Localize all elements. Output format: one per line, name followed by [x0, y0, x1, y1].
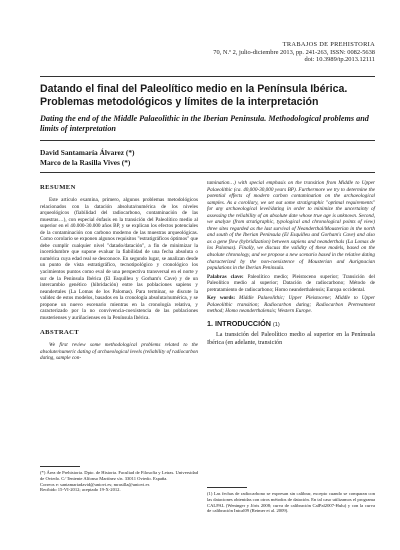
author-emails: Correos e: santamariadavid@uniovi.es; mrasilla@uniovi.es [40, 481, 150, 487]
left-column [40, 180, 198, 362]
journal-issue: 70, N.º 2, julio-diciembre 2013, pp. 241-263, ISSN: 0082-5638 [213, 48, 375, 56]
journal-header [213, 41, 375, 64]
author-1: David Santamaría Álvarez (*) [40, 148, 135, 157]
abstract-text-continued: tamination…) with special emphasis on the transition from Middle to Upper Palaeolithic (ca. 40,000-30,000 years BP). Furthermore we try to determine the potential effects of modern carbon contamination on the archaeological samples. As a corollary, we set out some stratigraphic "optimal requirements" for any archaeological level/dating in order to minimize the uncertainty of assessing the reliability of an absolute date whose true age is unknown. Second, we analyze (from stratigraphic, typological and chronological points of view) three sites regarded as the last survival of Neanderthal/Mousterian in the north and south of the Iberian Peninsula (El Esquilleu and Gorham's Cave) and also as a gene flow (hybridization) between sapiens and neanderthals (La Lomas de los Palomas). Finally, we discuss the validity of these models, based on the absolute chronology, and we propose a new scenario based in the relative dating characterized by the non-coexistence of Mousterian and Aurignacian populations in the Iberian Peninsula. [207, 180, 375, 272]
intro-text: La transición del Paleolítico medio al superior en la Península Ibérica (en adelante, transición [207, 331, 375, 346]
journal-name: TRABAJOS DE PREHISTORIA [282, 41, 375, 48]
article-title-english: Dating the end of the Middle Palaeolithic in the Iberian Peninsula. Methodological problems and limits of interpretation [40, 114, 369, 134]
resumen-heading: RESUMEN [40, 184, 76, 191]
author-2: Marco de la Rasilla Vives (*) [40, 157, 131, 167]
key-words-label: Key words: [207, 295, 236, 302]
article-title: Datando el final del Paleolítico medio en la Península Ibérica. Problemas metodológicos y límites de la interpretación [40, 83, 348, 108]
footnote-1 [207, 487, 375, 514]
authors-rule [40, 172, 375, 173]
palabras-clave-text: Paleolítico medio; Pleistoceno superior; Transición del Paleolítico medio al superior; Datación de radiocarbono; Método de pretratamiento de radiocarbono; Homo neanderthalensis; Europa occidental. [207, 273, 376, 293]
intro-footnote-ref: (1) [272, 321, 280, 328]
journal-doi: doi: 10.3989/tp.2013.12111 [304, 56, 375, 64]
intro-title: 1. INTRODUCCIÓN [207, 318, 271, 328]
footnote-rule [40, 466, 80, 467]
author-affiliation: (*) Área de Prehistoria. Dpto. de Historia. Facultad de Filosofía y Letras. Universidad de Oviedo. C/ Teniente Alfonso Martínez s/n. 33011 Oviedo. España. [40, 470, 198, 481]
key-words-text: Middle Palaeolithic; Upper Pleistocene; Middle to Upper Palaeolithic transition; Radiocarbon dating; Radiocarbon Pretreatment method; Homo neanderthalensis; Western Europe. [207, 295, 375, 315]
abstract-heading: ABSTRACT [40, 329, 80, 337]
author-list [40, 148, 135, 168]
received-accepted-dates: Recibido 15-VI-2012; aceptado 19-X-2012. [40, 487, 121, 493]
author-footnote [40, 466, 198, 493]
right-column [207, 180, 375, 347]
palabras-clave [207, 274, 375, 294]
resumen-text: Este artículo examina, primero, algunos problemas metodológicos relacionados con la datación absoluta/numérica de los niveles arqueológicos (fiabilidad del radiocarbono, contaminación de las muestras…), con especial énfasis en la transición del Paleolítico medio al superior en el 40.000-30.000 años BP, y se explican los efectos potenciales de la contaminación con carbono moderno de las muestras arqueológicas. Como corolario se exponen algunos requisitos "estratigráficos óptimos" que debe cumplir cualquier nivel "datado/datación", a fin de minimizar la incertidumbre que supone evaluar la fiabilidad de una fecha absoluta o numérica cuya edad real se desconoce. En segundo lugar, se analizan desde un punto de vista estratigráfico, tecnotipológico y cronológico los yacimientos puntos como eval de una perspectiva transversal en el norte y sur de la Península Ibérica (El Esquilleu y Gorham's Cave) y de un intercambio genético (hibridación) entre las poblaciones sapiens y neandertales (La Lomas de los Palomas). Para terminar, se discute la validez de estos modelos, basados en la cronología absoluta/numérica, y se propone un nuevo escenario mientras en la cronología relativa, y caracterizado por la no convivencia-coexistencia de las poblaciones musterienses y auriñacienses en la Península Ibérica. [40, 197, 198, 321]
footnote-1-text: (1) Las fechas de radiocarbono se expresan sin calibrar, excepto cuando se comparan con las dataciones obtenidas con otros métodos de datación. En tal caso utilizamos el programa CALPAL (Weninger y Jöris 2008; curva de calibración CalPal2007-Hulu) y con la curva de calibración Intcal09 (Reimer et al. 2009). [207, 491, 375, 514]
intro-heading [207, 319, 375, 328]
footnote-rule [207, 487, 247, 488]
title-rule [40, 140, 375, 141]
key-words [207, 295, 375, 315]
header-rule [40, 76, 375, 77]
palabras-clave-label: Palabras clave: [207, 273, 244, 280]
abstract-text-start: We first review some methodological problems related to the absolute/numeric dating of archaeological levels (reliability of radiocarbon dating, sample con- [40, 342, 198, 362]
